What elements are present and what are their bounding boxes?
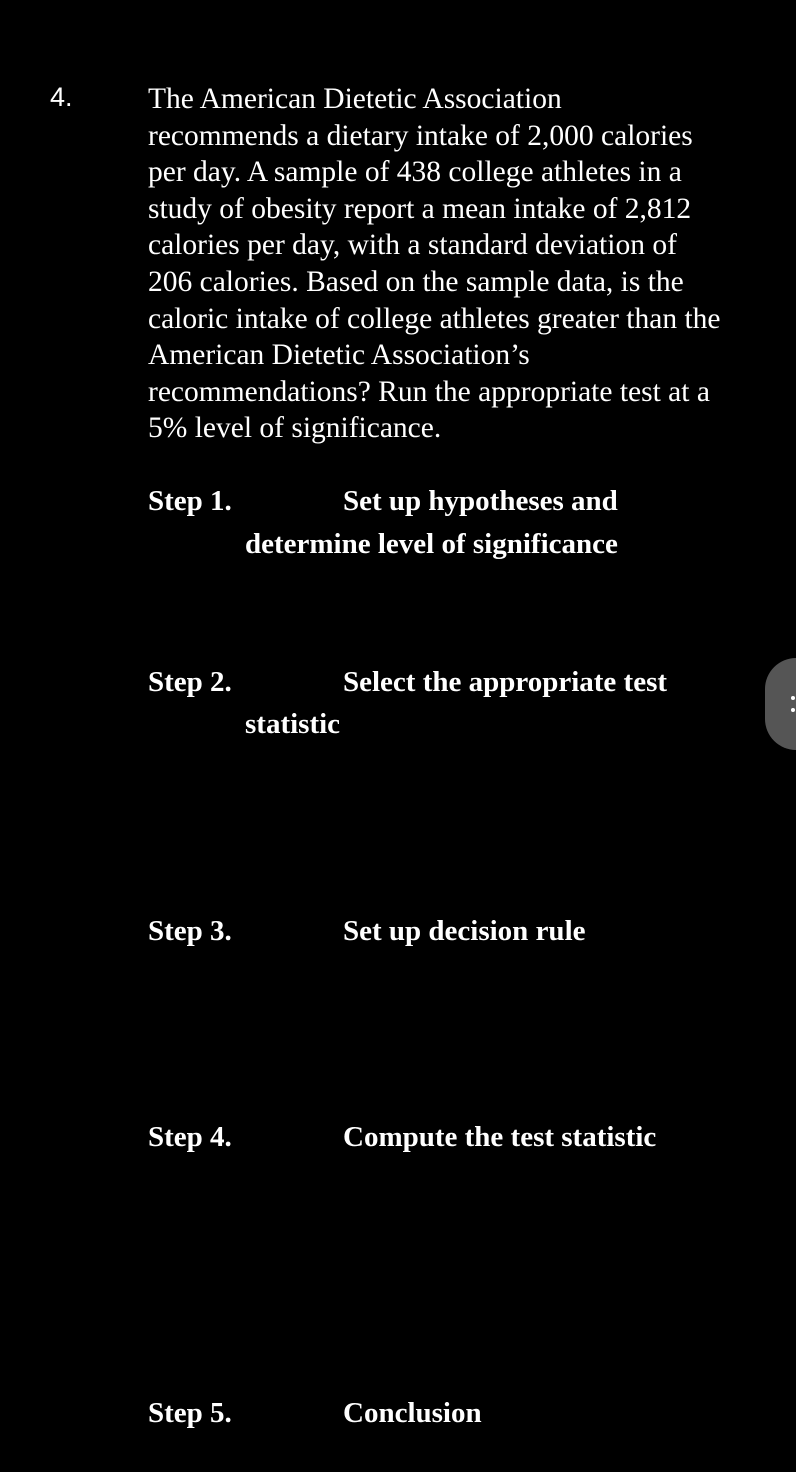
step-4-label: Step 4. [148, 1121, 232, 1153]
step-5-label: Step 5. [148, 1397, 232, 1429]
question-line: The American Dietetic Association [148, 83, 562, 115]
step-3-label: Step 3. [148, 915, 232, 947]
question-line: calories per day, with a standard deviation of [148, 229, 677, 262]
step-5-title: Conclusion [343, 1397, 482, 1429]
step-1-title-continued: determine level of significance [245, 528, 618, 560]
question-number: 4. [50, 82, 73, 112]
question-line: per day. A sample of 438 college athletes in a [148, 156, 682, 189]
step-4-title: Compute the test statistic [343, 1121, 657, 1153]
question-line: caloric intake of college athletes greater than the [148, 302, 721, 335]
step-1-label: Step 1. [148, 485, 232, 517]
step-2-label: Step 2. [148, 666, 232, 698]
question-line: study of obesity report a mean intake of 2,812 [148, 192, 692, 225]
question-line: recommendations? Run the appropriate test at a [148, 375, 710, 408]
question-line: American Dietetic Association’s [148, 339, 530, 372]
question-line: 206 calories. Based on the sample data, is the [148, 265, 684, 298]
side-handle-button[interactable] [765, 658, 796, 750]
step-3-title: Set up decision rule [343, 915, 586, 947]
question-line: 5% level of significance. [148, 412, 442, 445]
question-line: recommends a dietary intake of 2,000 calories [148, 119, 693, 152]
step-2-title: Select the appropriate test [343, 666, 668, 698]
question-text [148, 81, 721, 447]
step-2-title-continued: statistic [245, 708, 341, 740]
step-1-title: Set up hypotheses and [343, 485, 618, 517]
